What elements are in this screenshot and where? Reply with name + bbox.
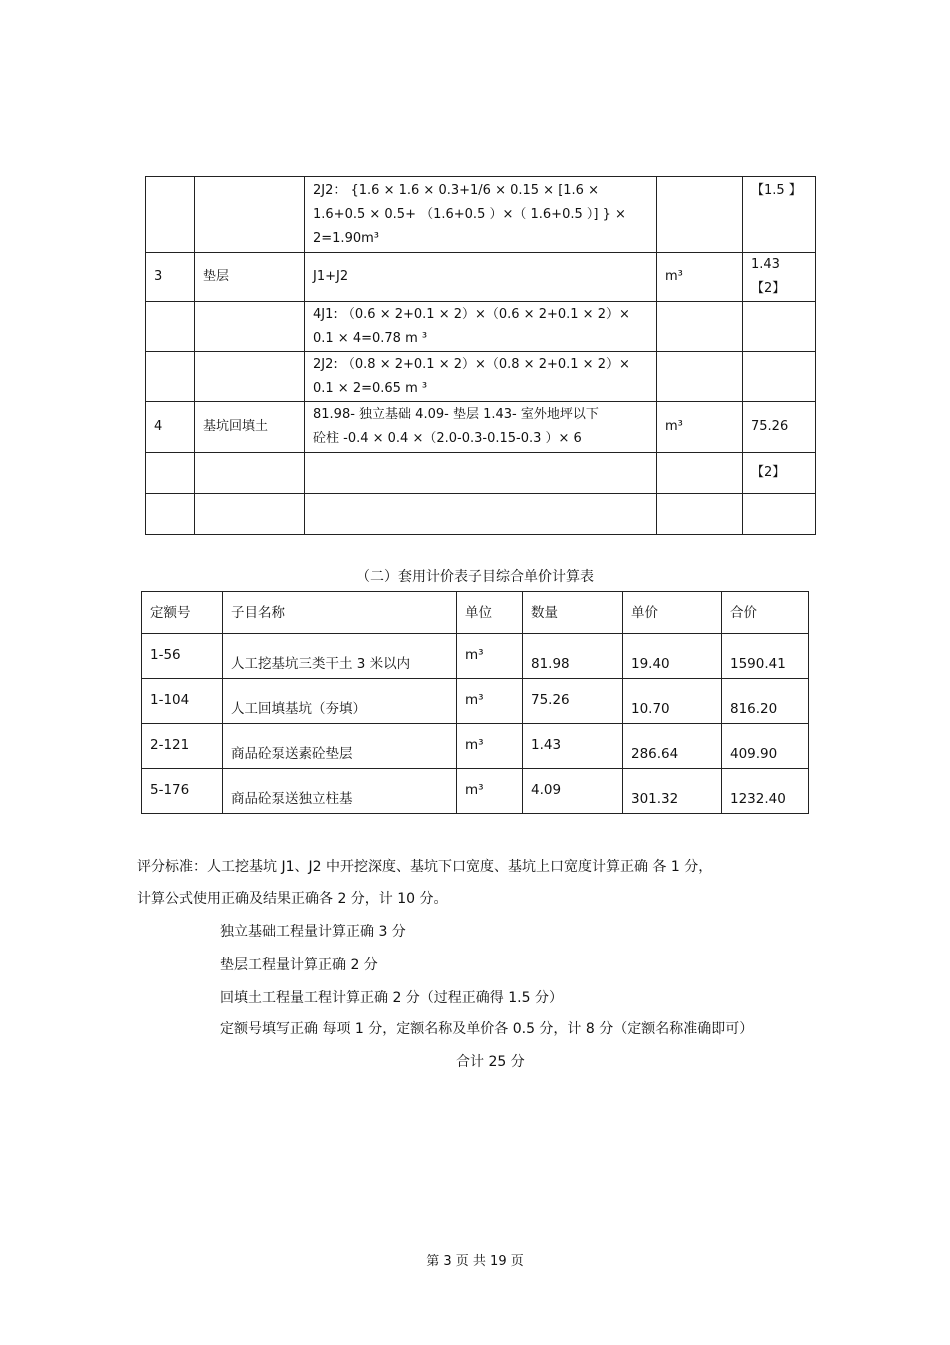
unit-cell: m³ — [457, 724, 523, 769]
formula-line: 2J2： {1.6 × 1.6 × 0.3+1/6 × 0.15 × [1.6 × — [313, 183, 599, 198]
quantity-cell — [743, 302, 816, 352]
unit-price-cell: 19.40 — [623, 634, 722, 679]
scoring-criteria-line-5: 回填土工程量工程计算正确 2 分（过程正确得 1.5 分） — [220, 990, 563, 1006]
header-unit-price: 单价 — [623, 592, 722, 634]
item-name: 人工挖基坑三类干土 3 米以内 — [223, 634, 457, 679]
formula-cell — [305, 302, 657, 352]
quantity-cell: 【1.5 】 — [743, 177, 816, 253]
quantity-cell: 1.43【2】 — [743, 253, 816, 302]
header-quantity: 数量 — [523, 592, 623, 634]
page-footer: 第 3 页 共 19 页 — [426, 1254, 524, 1269]
table-header-row — [142, 592, 809, 634]
formula-line: 4J1: （0.6 × 2+0.1 × 2）×（0.6 × 2+0.1 × 2）× — [313, 306, 630, 322]
table2-title: （二）套用计价表子目综合单价计算表 — [356, 569, 594, 585]
quantity-calc-table — [145, 176, 816, 535]
quantity-cell: 75.26 — [743, 402, 816, 453]
item-name — [195, 177, 305, 253]
formula-cell — [305, 352, 657, 402]
table-row — [146, 302, 816, 352]
scoring-criteria-line-2: 计算公式使用正确及结果正确各 2 分，计 10 分。 — [137, 891, 448, 907]
formula-cell — [305, 253, 657, 302]
row-number — [146, 494, 195, 535]
item-name — [195, 453, 305, 494]
item-name — [195, 494, 305, 535]
formula-cell — [305, 494, 657, 535]
unit-cell: m³ — [457, 634, 523, 679]
item-name: 垫层 — [195, 253, 305, 302]
quantity-cell: 81.98 — [523, 634, 623, 679]
formula-line: J1+J2 — [313, 269, 349, 284]
total-cell: 1590.41 — [722, 634, 809, 679]
table-row — [142, 634, 809, 679]
row-number — [146, 352, 195, 402]
scoring-criteria-line-6: 定额号填写正确 每项 1 分，定额名称及单价各 0.5 分，计 8 分（定额名称准确即可） — [220, 1021, 754, 1037]
scoring-criteria-line-4: 垫层工程量计算正确 2 分 — [220, 957, 378, 973]
formula-line: 0.1 × 2=0.65 m ³ — [313, 380, 428, 396]
header-total: 合价 — [722, 592, 809, 634]
table-row — [142, 769, 809, 814]
formula-cell — [305, 177, 657, 253]
quota-code: 5-176 — [142, 769, 223, 814]
table-row — [146, 402, 816, 453]
unit-price-table — [141, 591, 809, 814]
total-cell: 816.20 — [722, 679, 809, 724]
item-name: 商品砼泵送素砼垫层 — [223, 724, 457, 769]
unit-cell — [657, 177, 743, 253]
formula-line: 0.1 × 4=0.78 m ³ — [313, 330, 428, 346]
quota-code: 2-121 — [142, 724, 223, 769]
unit-cell — [657, 352, 743, 402]
item-name — [195, 352, 305, 402]
unit-cell: m³ — [457, 679, 523, 724]
row-number: 3 — [146, 253, 195, 302]
unit-price-cell: 301.32 — [623, 769, 722, 814]
item-name — [195, 302, 305, 352]
quantity-cell — [743, 352, 816, 402]
quantity-cell: 【2】 — [743, 453, 816, 494]
unit-cell: m³ — [457, 769, 523, 814]
scoring-criteria-line-1: 评分标准：人工挖基坑 J1、J2 中开挖深度、基坑下口宽度、基坑上口宽度计算正确 各 1 分， — [137, 859, 713, 875]
unit-cell — [657, 494, 743, 535]
total-cell: 1232.40 — [722, 769, 809, 814]
unit-cell — [657, 302, 743, 352]
header-name: 子目名称 — [223, 592, 457, 634]
table-row — [142, 724, 809, 769]
header-unit: 单位 — [457, 592, 523, 634]
formula-line: 1.6+0.5 × 0.5+ （1.6+0.5 ）×（ 1.6+0.5 ）] } × — [313, 207, 626, 222]
table-row — [146, 253, 816, 302]
formula-line: 砼柱 -0.4 × 0.4 ×（2.0-0.3-0.15-0.3 ）× 6 — [313, 431, 582, 446]
total-cell: 409.90 — [722, 724, 809, 769]
unit-price-cell: 286.64 — [623, 724, 722, 769]
table-row — [146, 177, 816, 253]
row-number — [146, 302, 195, 352]
row-number: 4 — [146, 402, 195, 453]
quantity-cell — [743, 494, 816, 535]
row-number — [146, 177, 195, 253]
item-name: 人工回填基坑（夯填） — [223, 679, 457, 724]
header-code: 定额号 — [142, 592, 223, 634]
total-score: 合计 25 分 — [456, 1054, 525, 1070]
row-number — [146, 453, 195, 494]
unit-price-cell: 10.70 — [623, 679, 722, 724]
formula-line: 2=1.90m³ — [313, 231, 379, 246]
table-row — [142, 679, 809, 724]
unit-cell: m³ — [657, 253, 743, 302]
quantity-cell: 75.26 — [523, 679, 623, 724]
unit-cell: m³ — [657, 402, 743, 453]
formula-line: 2J2: （0.8 × 2+0.1 × 2）×（0.8 × 2+0.1 × 2）× — [313, 356, 630, 372]
quota-code: 1-104 — [142, 679, 223, 724]
formula-cell — [305, 402, 657, 453]
formula-cell — [305, 453, 657, 494]
quantity-cell: 4.09 — [523, 769, 623, 814]
scoring-criteria-line-3: 独立基础工程量计算正确 3 分 — [220, 924, 406, 940]
table-row — [146, 352, 816, 402]
table-row — [146, 494, 816, 535]
item-name: 商品砼泵送独立柱基 — [223, 769, 457, 814]
quota-code: 1-56 — [142, 634, 223, 679]
quantity-cell: 1.43 — [523, 724, 623, 769]
table-row — [146, 453, 816, 494]
unit-cell — [657, 453, 743, 494]
formula-line: 81.98- 独立基础 4.09- 垫层 1.43- 室外地坪以下 — [313, 407, 599, 422]
item-name: 基坑回填土 — [195, 402, 305, 453]
